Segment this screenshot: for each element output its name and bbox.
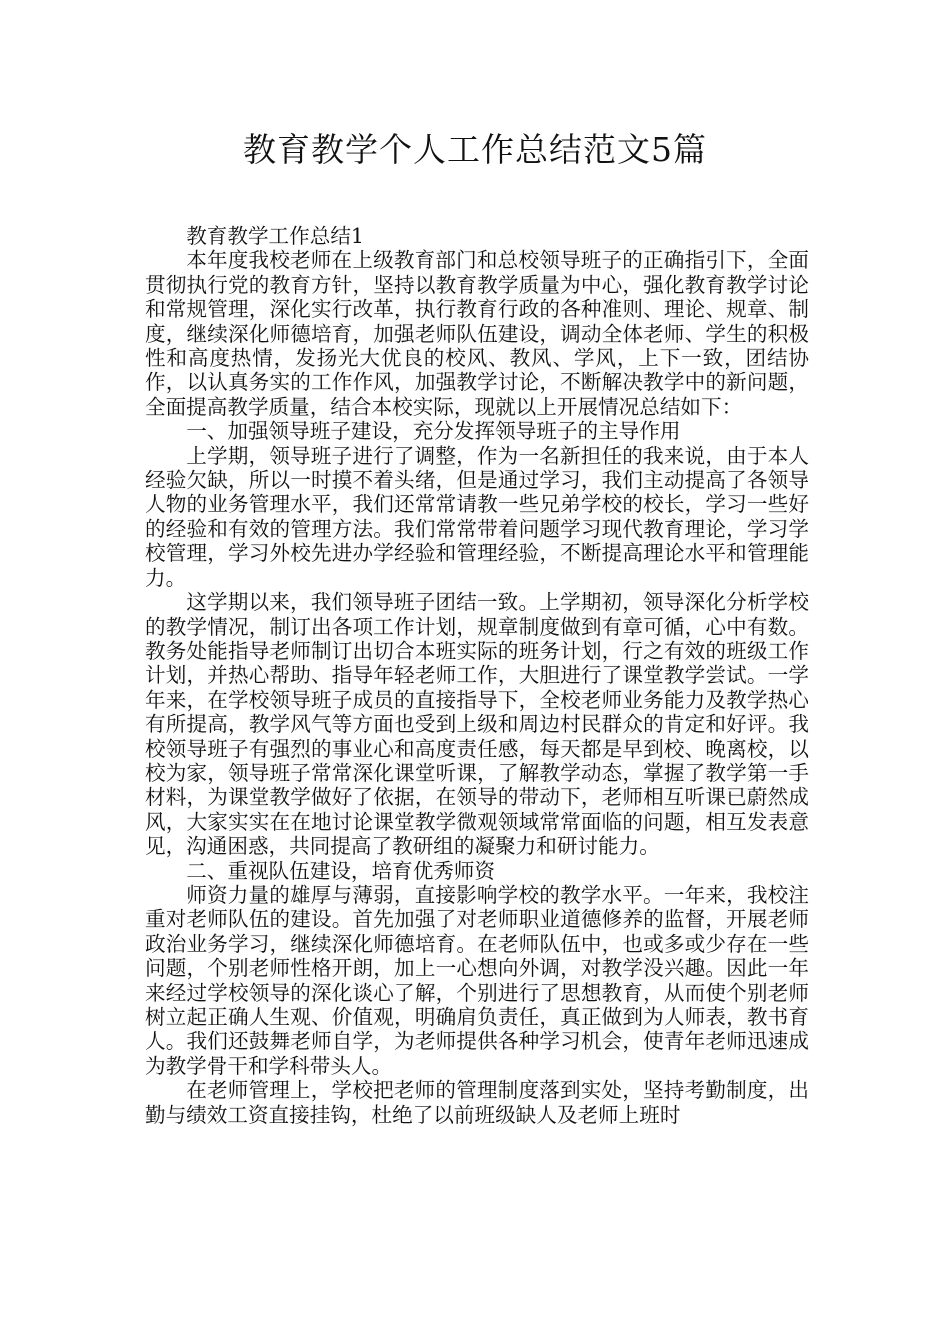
- section-heading-teachers: 二、重视队伍建设，培育优秀师资: [186, 858, 496, 883]
- section-heading-leadership: 一、加强领导班子建设，充分发挥领导班子的主导作用: [186, 419, 681, 444]
- paragraph-intro: 本年度我校老师在上级教育部门和总校领导班子的正确指引下，全面贯彻执行党的教育方针，坚持以教育教学质量为中心，强化教育教学讨论和常规管理，深化实行改革，执行教育行政的各种准则、理论、规章、制度，继续深化师德培育，加强老师队伍建设，调动全体老师、学生的积极性和高度热情，发扬光大优良的校风、教风、学风，上下一致，团结协作，以认真务实的工作作风，加强教学讨论，不断解决教学中的新问题，全面提高教学质量，结合本校实际，现就以上开展情况总结如下：: [145, 248, 809, 419]
- paragraph-teachers-1: 师资力量的雄厚与薄弱，直接影响学校的教学水平。一年来，我校注重对老师队伍的建设。首先加强了对老师职业道德修养的监督，开展老师政治业务学习，继续深化师德培育。在老师队伍中，也或多或少存在一些问题，个别老师性格开朗，加上一心想向外调，对教学没兴趣。因此一年来经过学校领导的深化谈心了解，个别进行了思想教育，从而使个别老师树立起正确人生观、价值观，明确肩负责任，真正做到为人师表，教书育人。我们还鼓舞老师自学，为老师提供各种学习机会，使青年老师迅速成为教学骨干和学科带头人。: [145, 882, 809, 1078]
- paragraph-leadership-2: 这学期以来，我们领导班子团结一致。上学期初，领导深化分析学校的教学情况，制订出各项工作计划，规章制度做到有章可循，心中有数。教务处能指导老师制订出切合本班实际的班务计划，行之有效的班级工作计划，并热心帮助、指导年轻老师工作，大胆进行了课堂教学尝试。一学年来，在学校领导班子成员的直接指导下，全校老师业务能力及教学热心有所提高，教学风气等方面也受到上级和周边村民群众的肯定和好评。我校领导班子有强烈的事业心和高度责任感，每天都是早到校、晚离校，以校为家，领导班子常常深化课堂听课，了解教学动态，掌握了教学第一手材料，为课堂教学做好了依据，在领导的带动下，老师相互听课已蔚然成风，大家实实在在地讨论课堂教学微观领域常常面临的问题，相互发表意见，沟通困惑，共同提高了教研组的凝聚力和研讨能力。: [145, 590, 809, 859]
- document-title: 教育教学个人工作总结范文5篇: [243, 130, 707, 169]
- paragraph-teachers-2: 在老师管理上，学校把老师的管理制度落到实处，坚持考勤制度，出勤与绩效工资直接挂钩，杜绝了以前班级缺人及老师上班时: [145, 1078, 809, 1127]
- section-heading-summary-1: 教育教学工作总结1: [186, 224, 365, 248]
- paragraph-leadership-1: 上学期，领导班子进行了调整，作为一名新担任的我来说，由于本人经验欠缺，所以一时摸不着头绪，但是通过学习，我们主动提高了各领导人物的业务管理水平，我们还常常请教一些兄弟学校的校长，学习一些好的经验和有效的管理方法。我们常常带着问题学习现代教育理论，学习学校管理，学习外校先进办学经验和管理经验，不断提高理论水平和管理能力。: [145, 443, 809, 590]
- document-body: [145, 224, 809, 1127]
